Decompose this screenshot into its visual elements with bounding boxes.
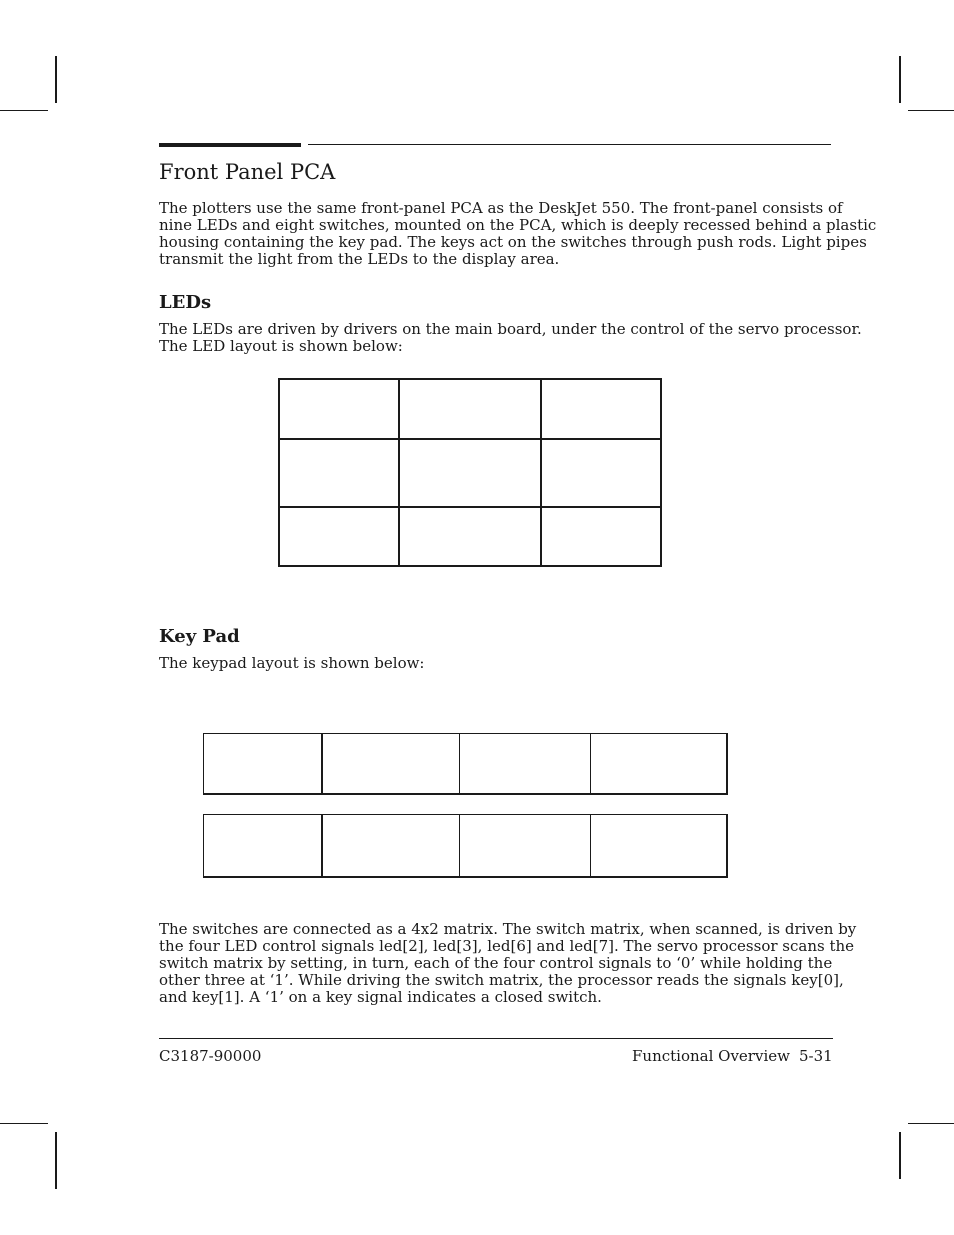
grid-line [540,380,542,565]
crop-mark [899,1132,901,1179]
keypad-paragraph [159,655,831,672]
crop-mark [899,56,901,103]
keypad-heading: Key Pad [159,626,240,647]
footer-page-number: 5-31 [799,1047,833,1065]
text-line: The switches are connected as a 4x2 matrix. The switch matrix, when scanned, is driven by [159,920,857,938]
text-line: other three at ‘1’. While driving the switch matrix, the processor reads the signals key[0], [159,971,844,989]
text-line: and key[1]. A ‘1’ on a key signal indicates a closed switch. [159,988,602,1006]
text-line: transmit the light from the LEDs to the display area. [159,250,560,268]
crop-mark [0,110,48,111]
grid-line [398,380,400,565]
grid-line [321,734,323,793]
led-layout-grid [278,378,662,567]
intro-paragraph [159,199,877,268]
footer-doc-number: C3187-90000 [159,1047,262,1065]
leds-heading: LEDs [159,292,212,313]
text-line: The plotters use the same front-panel PCA as the DeskJet 550. The front-panel consists of [159,199,843,217]
text-line: The LED layout is shown below: [159,337,403,355]
text-line: the four LED control signals led[2], led[3], led[6] and led[7]. The servo processor scans the [159,937,855,955]
grid-line [280,438,660,440]
footer-rule [159,1038,833,1039]
leds-paragraph [159,320,862,355]
keypad-row-top [203,733,728,795]
crop-mark [55,56,57,103]
header-rule-thin [308,144,831,145]
text-line: The keypad layout is shown below: [159,654,425,672]
crop-mark [0,1123,48,1124]
switch-matrix-paragraph [159,920,857,1006]
text-line: housing containing the key pad. The keys act on the switches through push rods. Light pipes [159,233,867,251]
grid-line [459,815,460,876]
crop-mark [908,1123,954,1124]
text-line: The LEDs are driven by drivers on the main board, under the control of the servo processor. [159,320,862,338]
section-title: Front Panel PCA [159,160,336,184]
text-line: nine LEDs and eight switches, mounted on the PCA, which is deeply recessed behind a plastic [159,216,877,234]
footer-chapter: Functional Overview [632,1047,790,1065]
grid-line [321,815,323,876]
crop-mark [55,1132,57,1189]
crop-mark [908,110,954,111]
text-line: switch matrix by setting, in turn, each of the four control signals to ‘0’ while holding the [159,954,833,972]
keypad-row-bottom [203,814,728,878]
grid-line [459,734,460,793]
grid-line [590,734,591,793]
grid-line [280,506,660,508]
grid-line [590,815,591,876]
header-rule-thick [159,143,301,147]
